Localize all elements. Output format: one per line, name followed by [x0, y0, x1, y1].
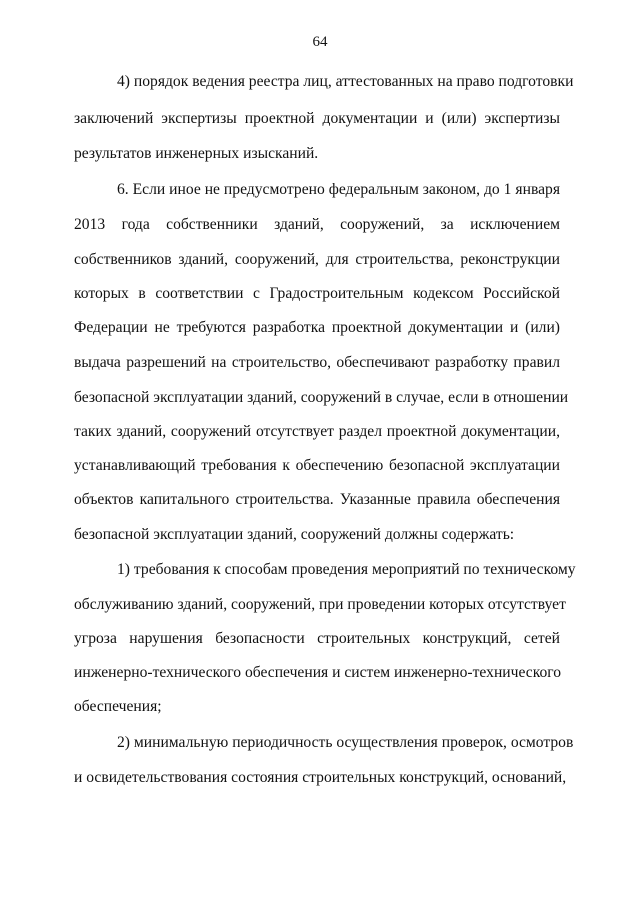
paragraph-line: объектов капитального строительства. Указанные правила обеспечения — [74, 491, 560, 508]
paragraph-line: и освидетельствования состояния строительных конструкций, оснований, — [74, 769, 567, 786]
paragraph-line: угроза нарушения безопасности строительных конструкций, сетей — [74, 630, 560, 647]
paragraph-line: обеспечения; — [74, 698, 162, 715]
paragraph-line: инженерно-технического обеспечения и систем инженерно-технического — [74, 664, 562, 681]
paragraph-line: безопасной эксплуатации зданий, сооружений в случае, если в отношении — [74, 389, 569, 406]
paragraph-line: 4) порядок ведения реестра лиц, аттестованных на право подготовки — [117, 73, 574, 90]
paragraph-line: Федерации не требуются разработка проектной документации и (или) — [74, 319, 560, 336]
paragraph-line: выдача разрешений на строительство, обеспечивают разработку правил — [74, 354, 560, 371]
paragraph-line: таких зданий, сооружений отсутствует раздел проектной документации, — [74, 423, 560, 440]
paragraph-line: заключений экспертизы проектной документации и (или) экспертизы — [74, 110, 560, 127]
paragraph-line: устанавливающий требования к обеспечению безопасной эксплуатации — [74, 457, 560, 474]
paragraph-line: безопасной эксплуатации зданий, сооружений должны содержать: — [74, 526, 515, 543]
paragraph-line: 1) требования к способам проведения мероприятий по техническому — [117, 561, 576, 578]
paragraph-line: обслуживанию зданий, сооружений, при проведении которых отсутствует — [74, 596, 566, 613]
paragraph-line: результатов инженерных изысканий. — [74, 145, 319, 162]
paragraph-line: собственников зданий, сооружений, для строительства, реконструкции — [74, 251, 560, 268]
page-number: 64 — [312, 34, 328, 50]
paragraph-line: 6. Если иное не предусмотрено федеральным законом, до 1 января — [117, 181, 560, 198]
paragraph-line: 2013 года собственники зданий, сооружений, за исключением — [74, 216, 560, 233]
paragraph-line: которых в соответствии с Градостроительным кодексом Российской — [74, 285, 560, 302]
paragraph-line: 2) минимальную периодичность осуществления проверок, осмотров — [117, 734, 574, 751]
